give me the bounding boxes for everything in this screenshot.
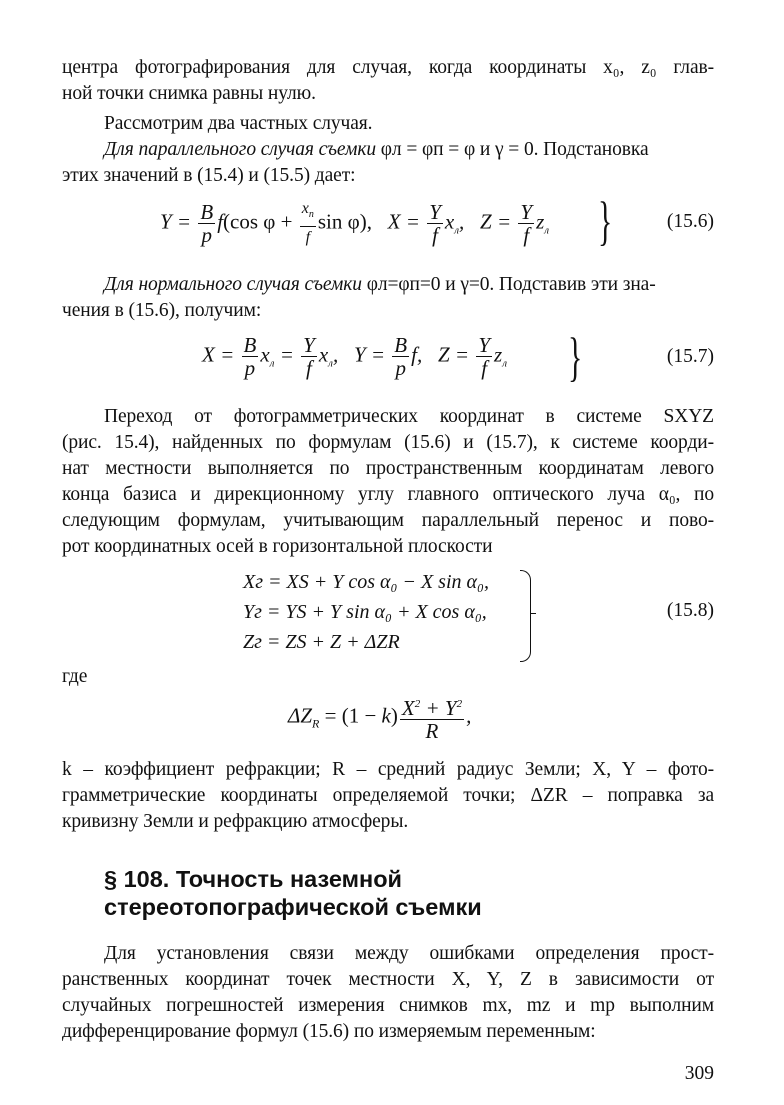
equation-number: (15.6) (666, 211, 714, 232)
text-line: рот координатных осей в горизонтальной плоскости (62, 536, 493, 557)
text-line: Для установления связи между ошибками определения прост- (104, 943, 714, 964)
text-line: k – коэффициент рефракции; R – средний радиус Земли; X, Y – фото- (62, 759, 714, 780)
text-line: Рассмотрим два частных случая. (104, 113, 373, 134)
text-line (104, 137, 714, 163)
text-line: нат местности выполняется по пространственным координатам левого (62, 458, 714, 479)
equation-number: (15.7) (666, 346, 714, 367)
text-line: следующим формулам, учитывающим параллельный перенос и пово- (62, 510, 714, 531)
equation-15-8-line2: Yг = YS + Y sin α₀ + X cos α₀, (243, 601, 487, 623)
italic-phrase: Для нормального случая съемки (104, 274, 362, 295)
text-fragment: φл=φп=0 и γ=0. Подставив эти зна- (361, 274, 656, 295)
equation-15-6: Y = $\frac{B}{p}$ f(cos φ + $\frac{x_п}{f}$ sin φ), X = $\frac{Y}{f}$ $x_л$, Z = $\frac{Y}{f}$ $z_л$ (160, 200, 550, 248)
text-line: центра фотографирования для случая, когда координаты x₀, z₀ глав- (62, 57, 714, 78)
text-line: где (62, 666, 88, 687)
text-line: случайных погрешностей измерения снимков mx, mz и mp выполним (62, 995, 714, 1016)
equation-15-7: X = $\frac{B}{p}$ $x_л$ = $\frac{Y}{f}$ $x_л$, Y = $\frac{B}{p}$ f, Z = $\frac{Y}{f}$ $z_л$ (202, 333, 507, 380)
system-brace (520, 570, 531, 662)
text-line: ной точки снимка равны нулю. (62, 83, 316, 104)
equation-delta-z: $\Delta Z_R = (1 - k)$ $\frac{X^2 + Y^2}{R}$ , (288, 693, 471, 742)
text-line: ранственных координат точек местности X, Y, Z в зависимости от (62, 969, 714, 990)
text-line (104, 272, 714, 298)
text-line: этих значений в (15.4) и (15.5) дает: (62, 165, 356, 186)
italic-phrase: Для параллельного случая съемки (104, 139, 376, 160)
text-line: дифференцирование формул (15.6) по измеряемым переменным: (62, 1021, 596, 1042)
page-number: 309 (684, 1063, 714, 1084)
equation-15-8-line3: Zг = ZS + Z + ΔZR (243, 631, 400, 653)
text-line: конца базиса и дирекционному углу главного оптического луча α₀, по (62, 484, 714, 505)
text-line: Переход от фотограмметрических координат в системе SXYZ (104, 406, 714, 427)
text-line: чения в (15.6), получим: (62, 300, 262, 321)
section-heading: стереотопографической съемки (104, 894, 482, 920)
right-brace: } (568, 327, 583, 387)
text-line: кривизну Земли и рефракцию атмосферы. (62, 811, 409, 832)
section-heading: § 108. Точность наземной (104, 866, 403, 892)
equation-15-8-line1: Xг = XS + Y cos α₀ − X sin α₀, (243, 571, 489, 593)
text-fragment: φл = φп = φ и γ = 0. Подстановка (376, 139, 649, 160)
equation-number: (15.8) (666, 600, 714, 621)
text-line: грамметрические координаты определяемой точки; ΔZR – поправка за (62, 785, 714, 806)
right-brace: } (598, 191, 613, 251)
text-line: (рис. 15.4), найденных по формулам (15.6) и (15.7), к системе коорди- (62, 432, 714, 453)
